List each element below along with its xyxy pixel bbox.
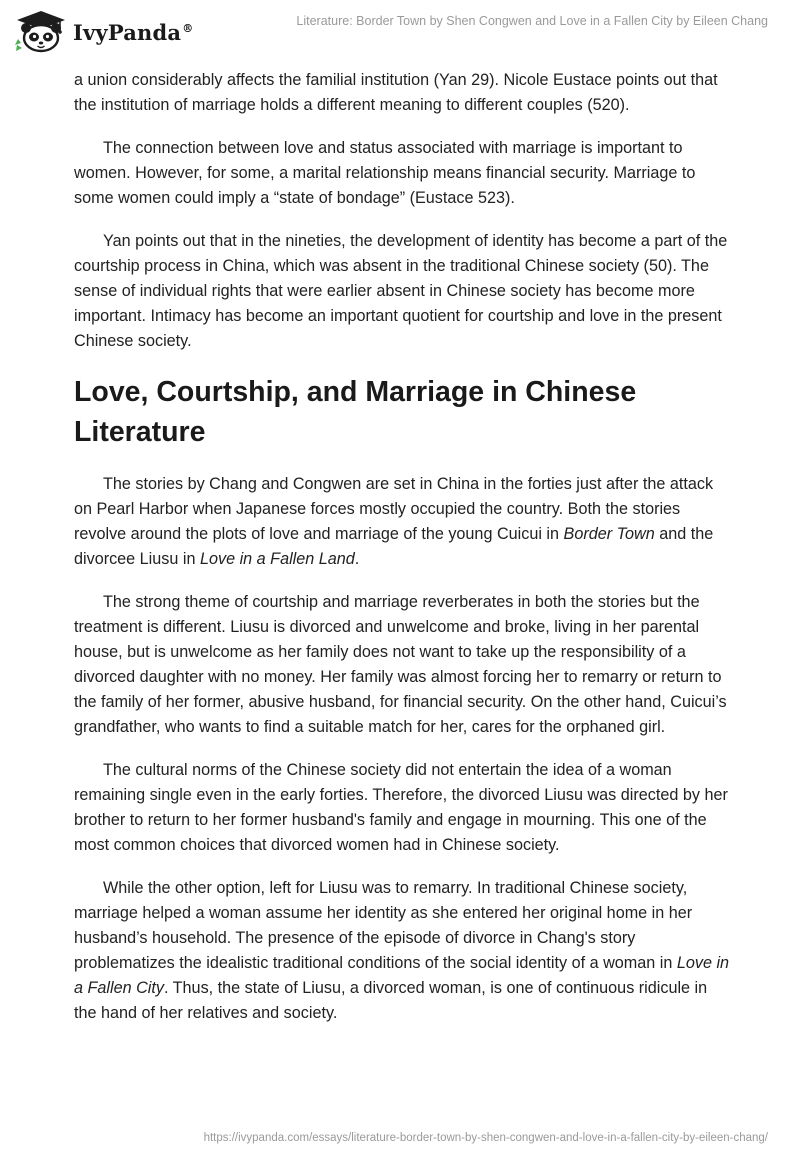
panda-logo-icon [14, 9, 68, 53]
page-header [0, 0, 800, 64]
book-title-love-fallen-city: Love in a Fallen City [74, 954, 730, 997]
source-url[interactable]: https://ivypanda.com/essays/literature-border-town-by-shen-congwen-and-love-in-a-fallen-city-by-eileen-chang/ [203, 1132, 768, 1144]
registered-mark: ® [182, 21, 194, 35]
paragraph-7: While the other option, left for Liusu was to remarry. In traditional Chinese society, marriage helped a woman assume her identity as she entered her original home in her husband’s household. The presence of the episode of divorce in Chang's story problematizes the idealistic traditional conditions of the social identity of a woman in Love in a Fallen City. Thus, the state of Liusu, a divorced woman, is one of continuous ridicule in the hand of her relatives and society. [74, 879, 730, 1022]
paragraph-4: The stories by Chang and Congwen are set in China in the forties just after the attack on Pearl Harbor when Japanese forces mostly occupied the country. Both the stories revolve around the plots of love and marriage of the young Cuicui in Border Town and the divorcee Liusu in Love in a Fallen Land. [74, 475, 714, 568]
essay-body [74, 68, 730, 1044]
logo[interactable] [14, 9, 193, 53]
logo-text: IvyPanda® [73, 19, 194, 45]
paragraph-3: Yan points out that in the nineties, the development of identity has become a part of the courtship process in China, which was absent in the traditional Chinese society (50). The sense of individual rights that were earlier absent in Chinese society has become more important. Intimacy has become an important quotient for courtship and love in the present Chinese society. [74, 232, 728, 350]
paragraph-5: The strong theme of courtship and marriage reverberates in both the stories but the treatment is different. Liusu is divorced and unwelcome and broke, living in her parental house, but is unwelcome as her family does not want to take up the responsibility of a divorced daughter with no money. Her family was almost forcing her to remarry or return to the family of her former, abusive husband, for financial security. On the other hand, Cuicui’s grandfather, who wants to find a suitable match for her, cares for the orphaned girl. [74, 593, 727, 736]
book-title-border-town: Border Town [563, 525, 655, 543]
document-title: Literature: Border Town by Shen Congwen and Love in a Fallen City by Eileen Chang [296, 14, 768, 28]
book-title-love-fallen-land: Love in a Fallen Land [199, 550, 355, 568]
paragraph-2: The connection between love and status associated with marriage is important to women. However, for some, a marital relationship means financial security. Marriage to some women could imply a “state of bondage” (Eustace 523). [74, 139, 696, 207]
paragraph-6: The cultural norms of the Chinese society did not entertain the idea of a woman remaining single even in the early forties. Therefore, the divorced Liusu was directed by her brother to return to her former husband's family and engage in mourning. This one of the most common choices that divorced women had in Chinese society. [74, 761, 728, 854]
paragraph-1: a union considerably affects the familial institution (Yan 29). Nicole Eustace points out that the institution of marriage holds a different meaning to different couples (520). [74, 71, 718, 114]
section-heading: Love, Courtship, and Marriage in Chinese Literature [74, 376, 637, 448]
